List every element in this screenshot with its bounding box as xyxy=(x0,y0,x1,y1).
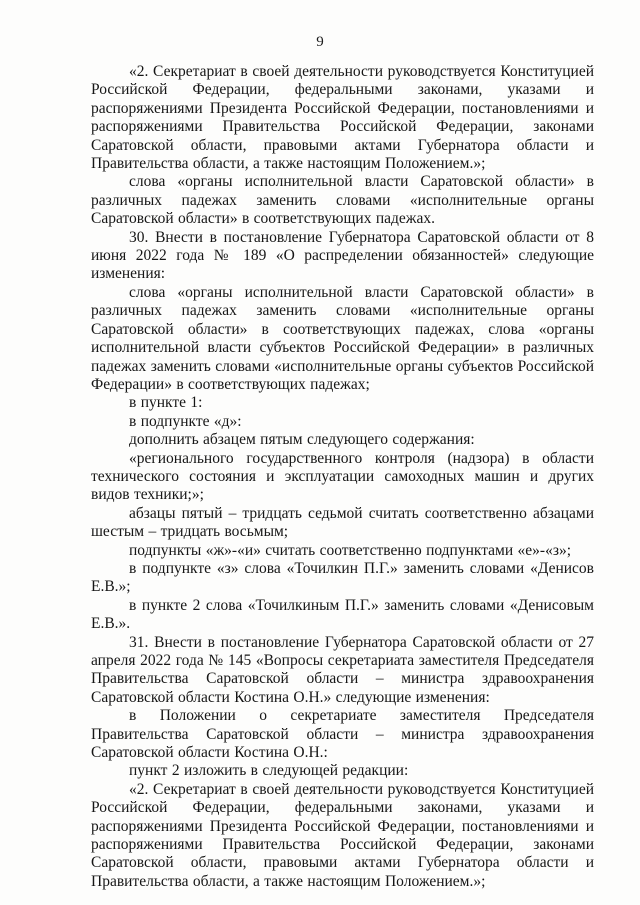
paragraph-16: «2. Секретариат в своей деятельности руководствуется Конституцией Российской Федерации, федеральными законами, указами и распоряжениями Президента Российской Федерации, постановлениями и распоряжениями Правительства Российской Федерации, законами Саратовской области, правовыми актами Губернатора области и Правительства области, а также настоящим Положением.»; xyxy=(91,780,594,890)
paragraph-12: в пункте 2 слова «Точилкиным П.Г.» заменить словами «Денисовым Е.В.». xyxy=(91,596,594,633)
paragraph-3: 30. Внести в постановление Губернатора Саратовской области от 8 июня 2022 года № 189 «О распределении обязанностей» следующие изменения: xyxy=(91,228,594,283)
paragraph-10: подпункты «ж»-«и» считать соответственно подпунктами «е»-«з»; xyxy=(129,541,572,559)
paragraph-2: слова «органы исполнительной власти Саратовской области» в различных падежах заменить словами «исполнительные органы Саратовской области» в соответствующих падежах. xyxy=(91,173,594,228)
document-body xyxy=(91,63,594,891)
paragraph-7: дополнить абзацем пятым следующего содержания: xyxy=(129,431,475,449)
paragraph-15: пункт 2 изложить в следующей редакции: xyxy=(129,762,409,780)
paragraph-5: в пункте 1: xyxy=(129,394,203,412)
paragraph-6: в подпункте «д»: xyxy=(129,412,242,430)
paragraph-4: слова «органы исполнительной власти Саратовской области» в различных падежах заменить словами «исполнительные органы Саратовской области» в соответствующих падежах, слова «органы исполнительной власти субъектов Российской Федерации» в различных падежах заменить словами «исполнительные органы субъектов Российской Федерации» в соответствующих падежах; xyxy=(91,283,594,393)
paragraph-9: абзацы пятый – тридцать седьмой считать соответственно абзацами шестым – тридцать восьмым; xyxy=(91,504,594,541)
paragraph-8: «регионального государственного контроля (надзора) в области технического состояния и эксплуатации самоходных машин и других видов техники;»; xyxy=(91,449,594,504)
page-number: 9 xyxy=(316,34,324,50)
paragraph-1: «2. Секретариат в своей деятельности руководствуется Конституцией Российской Федерации, федеральными законами, указами и распоряжениями Президента Российской Федерации, постановлениями и распоряжениями Правительства Российской Федерации, законами Саратовской области, правовыми актами Губернатора области и Правительства области, а также настоящим Положением.»; xyxy=(91,63,594,173)
paragraph-11: в подпункте «з» слова «Точилкин П.Г.» заменить словами «Денисов Е.В.»; xyxy=(91,559,594,596)
paragraph-13: 31. Внести в постановление Губернатора Саратовской области от 27 апреля 2022 года № 145 «Вопросы секретариата заместителя Председателя Правительства Саратовской области – министра здравоохранения Саратовской области Костина О.Н.» следующие изменения: xyxy=(91,633,594,706)
paragraph-14: в Положении о секретариате заместителя Председателя Правительства Саратовской области – министра здравоохранения Саратовской области Костина О.Н.: xyxy=(91,707,594,762)
